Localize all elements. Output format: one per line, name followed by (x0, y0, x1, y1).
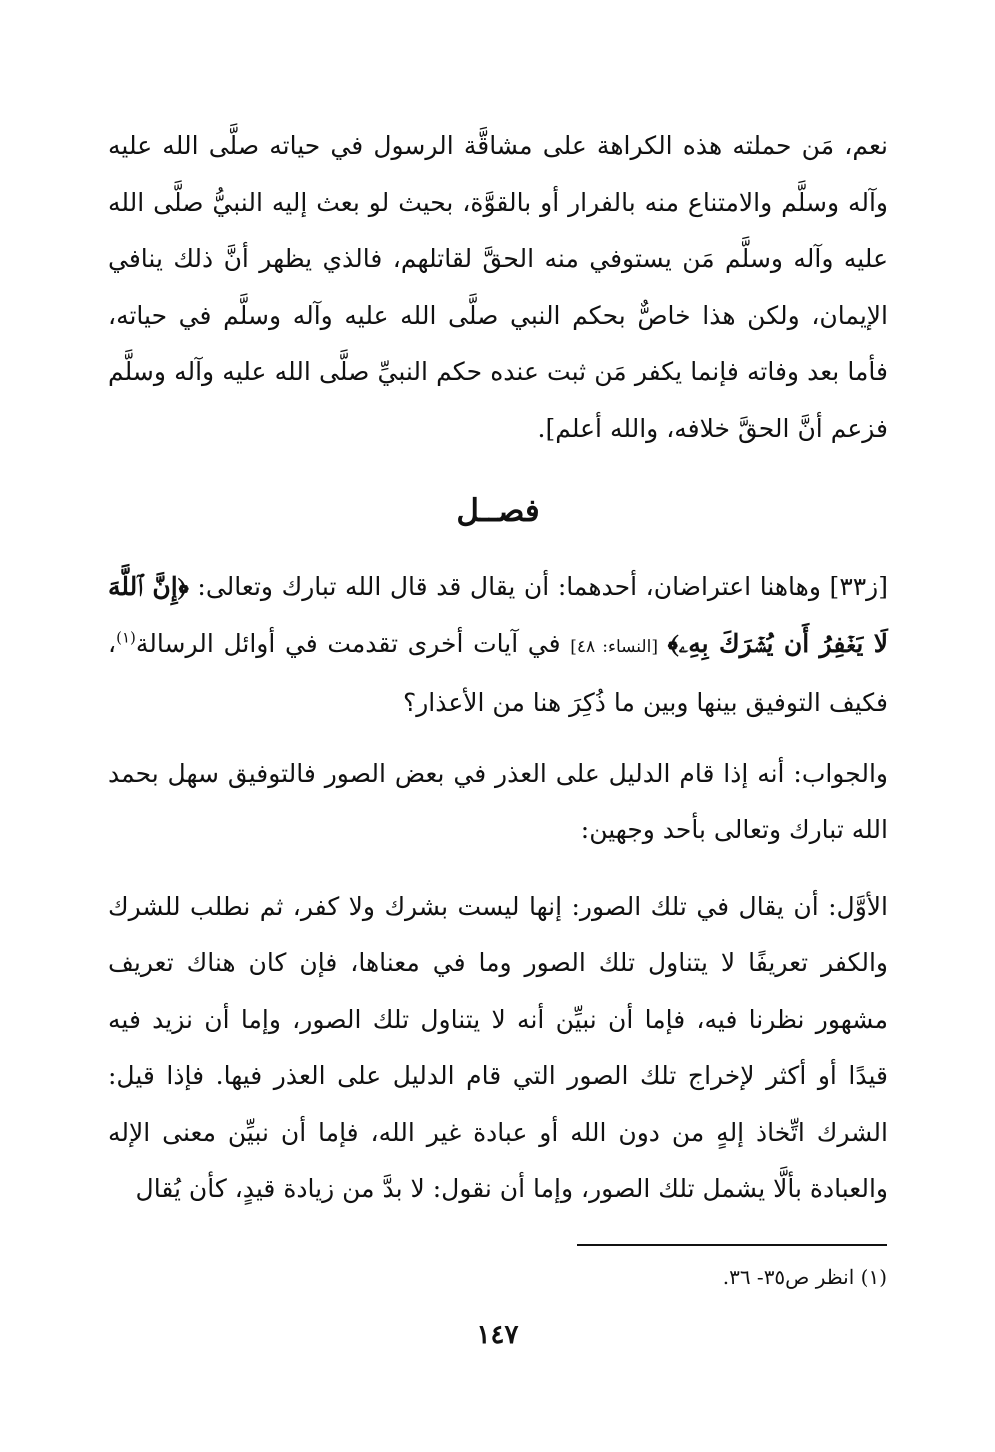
paragraph-1: نعم، مَن حملته هذه الكراهة على مشاقَّة الرسول في حياته صلَّى الله عليه وآله وسلَّم والامتناع منه بالفرار أو بالقوَّة، بحيث لو بعث إليه النبيُّ صلَّى الله عليه وآله وسلَّم مَن يستوفي منه الحقَّ لقاتلهم، فالذي يظهر أنَّ ذلك ينافي الإيمان، ولكن هذا خاصٌّ بحكم النبي صلَّى الله عليه وآله وسلَّم في حياته، فأما بعد وفاته فإنما يكفر مَن ثبت عنده حكم النبيِّ صلَّى الله عليه وآله وسلَّم فزعم أنَّ الحقَّ خلافه، والله أعلم]. (108, 131, 888, 443)
page-number: ١٤٧ (476, 1320, 519, 1350)
paragraph-2 (108, 559, 888, 732)
paragraph-2-end: ، فكيف التوفيق بينها وبين ما ذُكِرَ هنا من الأعذار؟ (108, 628, 888, 717)
paragraph-4: الأوَّل: أن يقال في تلك الصور: إنها ليست بشرك ولا كفر، ثم نطلب للشرك والكفر تعريفًا لا يتناول تلك الصور وما في معناها، فإن كان هناك تعريف مشهور نظرنا فيه، فإما أن نبيِّن أنه لا يتناول تلك الصور، وإما أن نزيد فيه قيدًا أو أكثر لإخراج تلك الصور التي قام الدليل على العذر فيها. فإذا قيل: الشرك اتِّخاذ إلهٍ من دون الله أو عبادة غير الله، فإما أن نبيِّن معنى الإله والعبادة بألَّا يشمل تلك الصور، وإما أن نقول: لا بدَّ من زيادة قيدٍ، كأن يُقال (108, 891, 889, 1203)
paragraph-2-intro: [ز٣٣] وهاهنا اعتراضان، أحدهما: أن يقال قد قال الله تبارك وتعالى: (197, 572, 888, 601)
footnote-divider (577, 1244, 887, 1246)
page-body (108, 118, 888, 1218)
footnote-marker: (١) (116, 628, 136, 647)
footnote: (١) انظر ص٣٥- ٣٦. (722, 1265, 887, 1289)
quran-verse: ﴿إِنَّ ٱللَّهَ لَا يَغۡفِرُ أَن يُشۡرَكَ بِهِۦ﴾ (108, 572, 889, 658)
verse-reference: [النساء: ٤٨] (570, 636, 658, 657)
paragraph-3: والجواب: أنه إذا قام الدليل على العذر في بعض الصور فالتوفيق سهل بحمد الله تبارك وتعالى بأحد وجهين: (108, 758, 888, 844)
section-heading: فصــل (456, 493, 540, 529)
paragraph-2-rest: في آيات أخرى تقدمت في أوائل الرسالة (135, 628, 561, 658)
